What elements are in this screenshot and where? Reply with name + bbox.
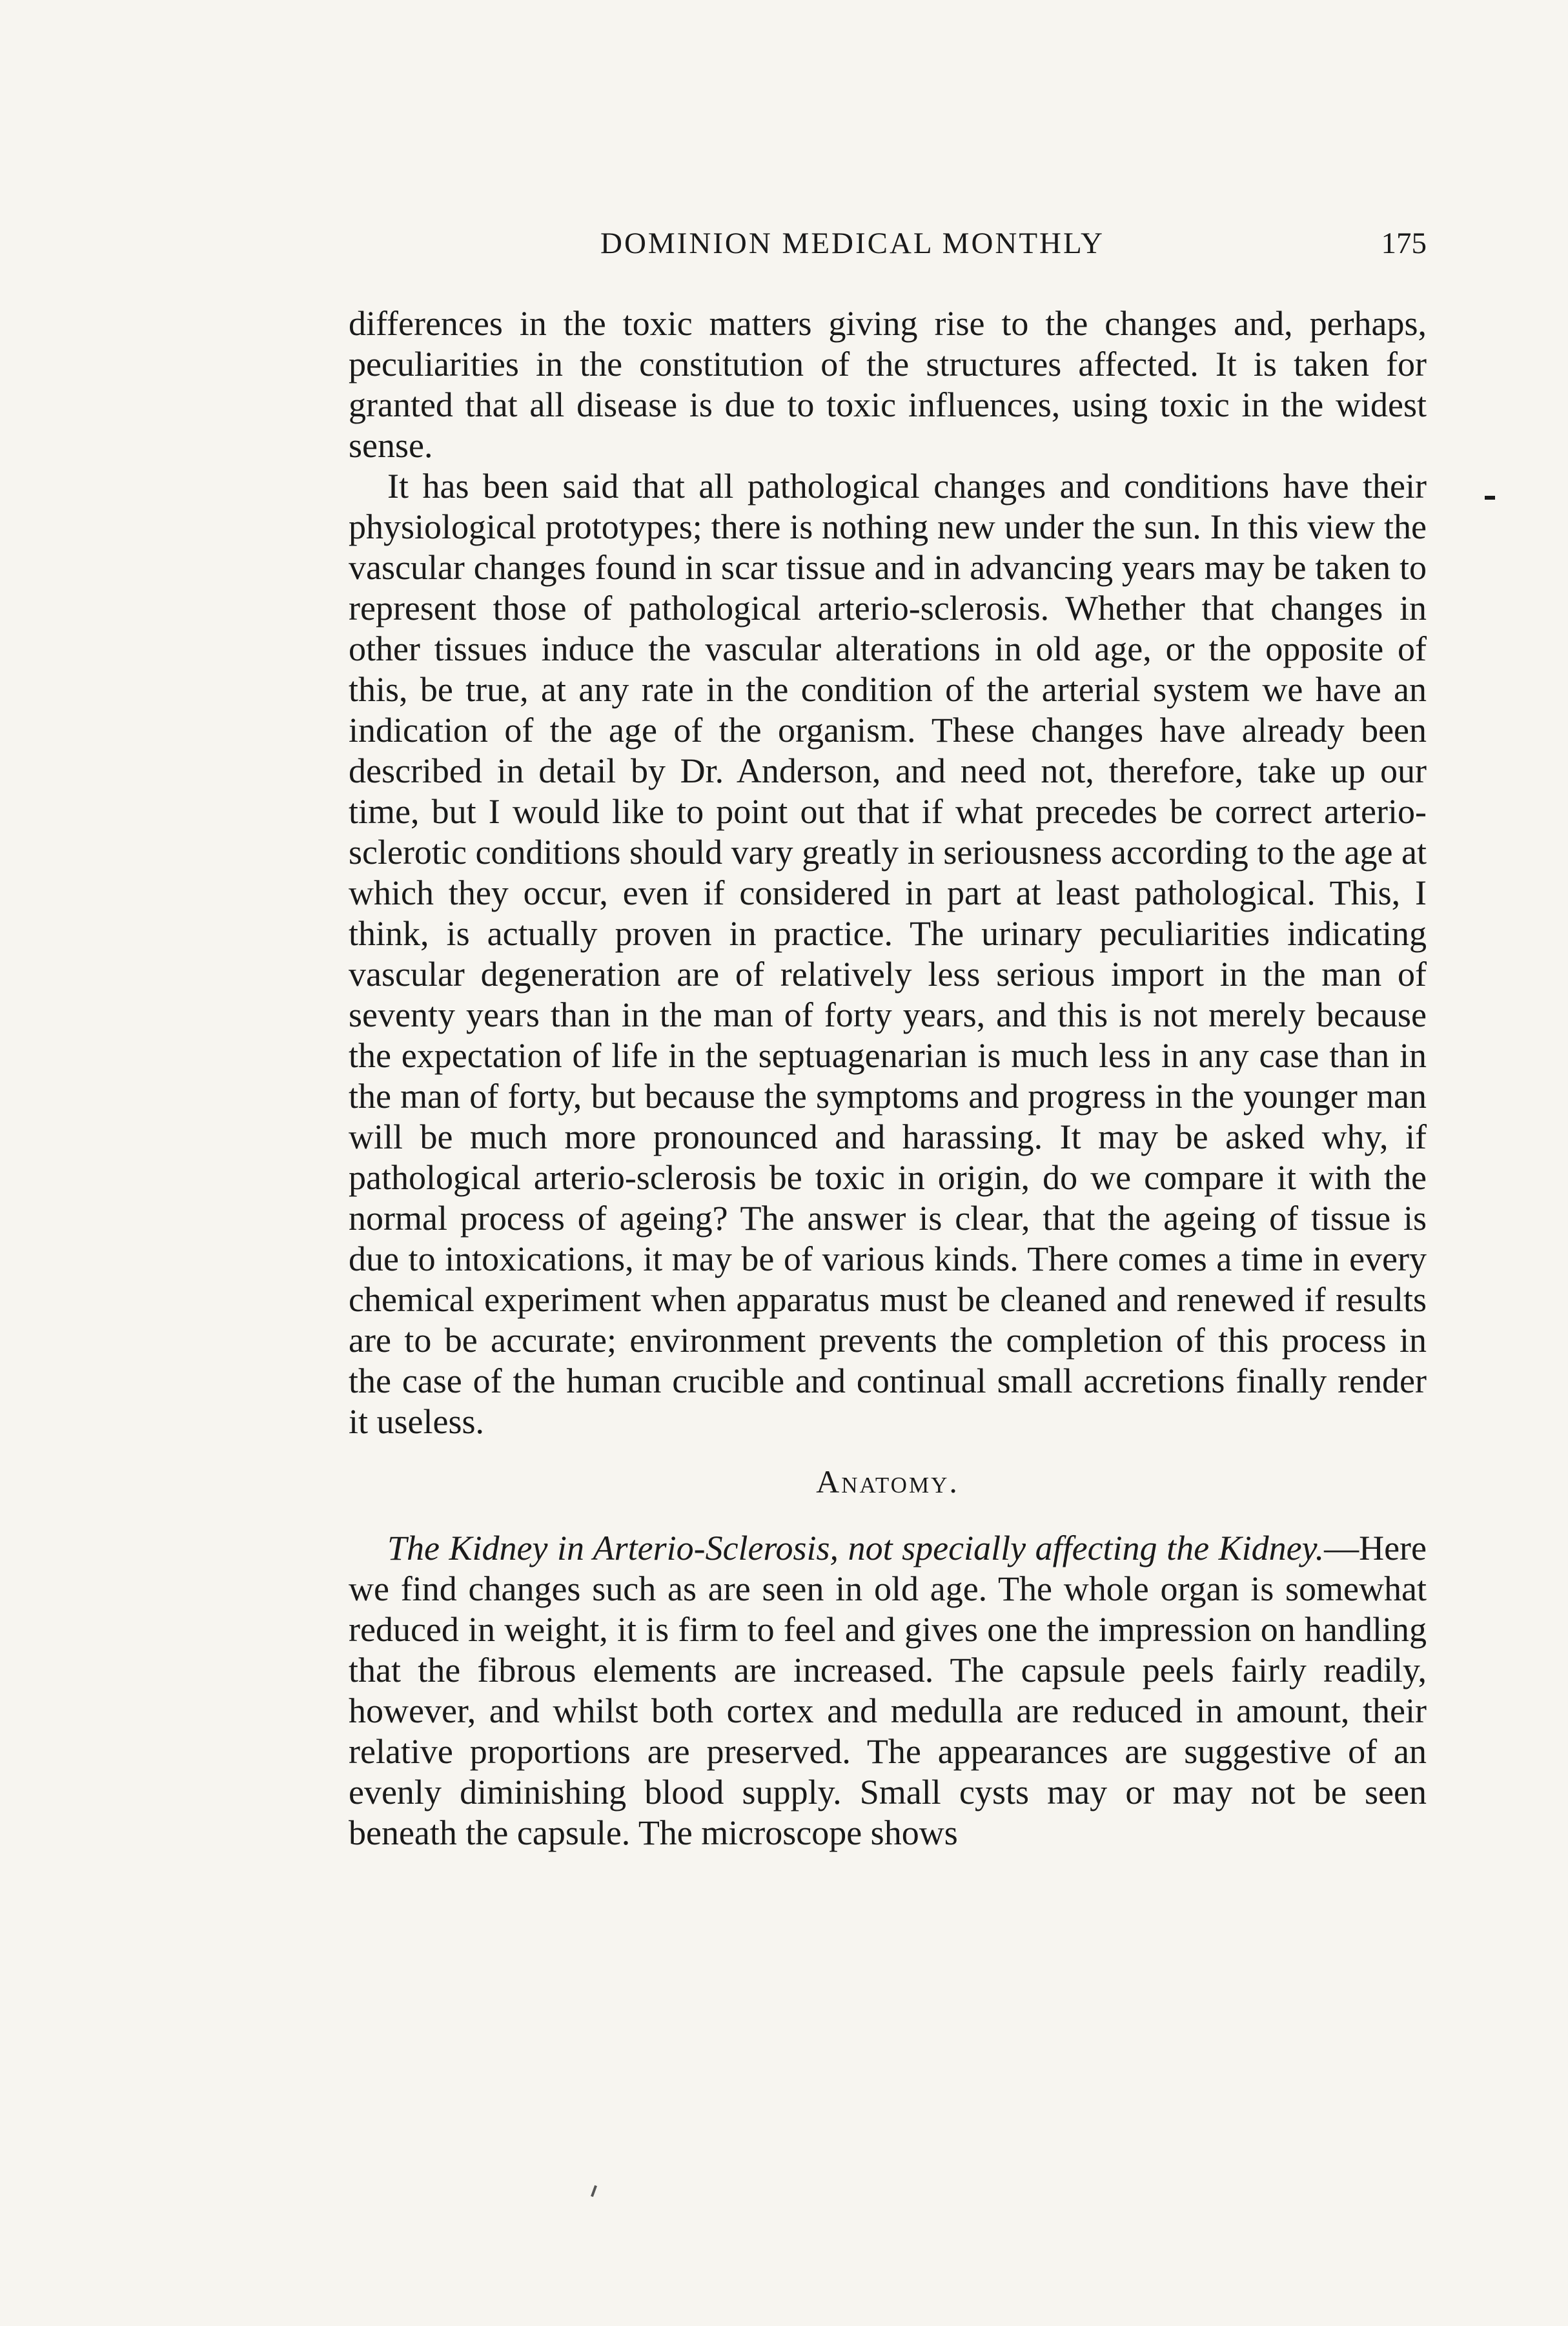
paragraph-prototypes: It has been said that all pathological changes and conditions have their physiological prototypes; there is nothing new under the sun. In this view the vascular changes found in scar tissue and in advancing years may be taken to represent those of pathological arterio-sclerosis. Whether that changes in other tissues induce the vascular alterations in old age, or the opposite of this, be true, at any rate in the condition of the arterial system we have an indication of the age of the organism. These changes have already been described in detail by Dr. Anderson, and need not, therefore, take up our time, but I would like to point out that if what precedes be correct arterio-sclerotic conditions should vary greatly in seriousness according to the age at which they occur, even if considered in part at least pathological. This, I think, is actually proven in practice. The urinary peculiarities indicating vascular degeneration are of relatively less serious import in the man of seventy years than in the man of forty years, and this is not merely because the expectation of life in the septuagenarian is much less in any case than in the man of forty, but because the symptoms and progress in the younger man will be much more pronounced and harassing. It may be asked why, if pathological arterio-sclerosis be toxic in origin, do we compare it with the normal process of ageing? The answer is clear, that the ageing of tissue is due to intoxications, it may be of various kinds. There comes a time in every chemical experiment when apparatus must be cleaned and renewed if results are to be accurate; environment prevents the completion of this process in the case of the human crucible and continual small accretions finally render it useless. bbox=[349, 467, 1427, 1441]
page-number: 175 bbox=[1381, 227, 1427, 260]
paragraph-continuation: differences in the toxic matters giving rise to the changes and, perhaps, peculiarities in the constitution of the structures affected. It is taken for granted that all disease is due to toxic influences, using toxic in the widest sense. bbox=[349, 304, 1427, 465]
kidney-subheading: The Kidney in Arterio-Sclerosis, not specially affecting the Kidney. bbox=[387, 1529, 1325, 1567]
stray-ink-mark bbox=[591, 2185, 597, 2197]
paragraph-kidney bbox=[349, 1528, 1427, 1853]
margin-dash-mark bbox=[1485, 496, 1495, 500]
running-title: DOMINION MEDICAL MONTHLY bbox=[600, 227, 1105, 260]
kidney-paragraph-text: —Here we find changes such as are seen in old age. The whole organ is somewhat reduced in weight, it is firm to feel and gives one the impression on handling that the fibrous elements are increased. The capsule peels fairly readily, however, and whilst both cortex and medulla are reduced in amount, their relative proportions are preserved. The appearances are suggestive of an evenly diminishing blood supply. Small cysts may or may not be seen beneath the capsule. The microscope shows bbox=[349, 1529, 1427, 1852]
section-heading-anatomy: Anatomy. bbox=[816, 1464, 959, 1500]
running-head bbox=[349, 226, 1427, 271]
body-text bbox=[349, 303, 1427, 1853]
